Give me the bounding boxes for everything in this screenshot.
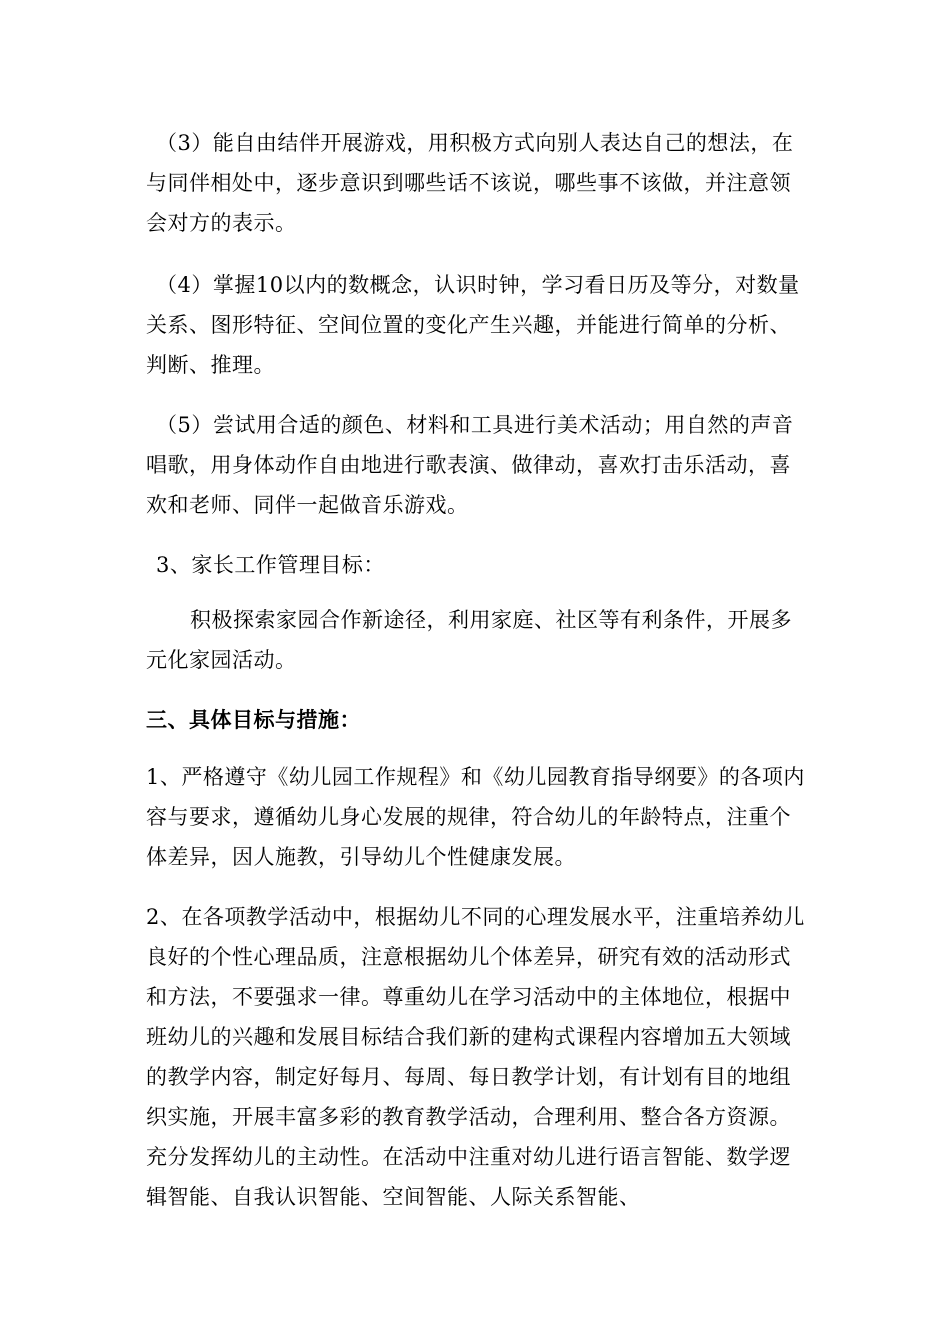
parent-goal-body: 积极探索家园合作新途径，利用家庭、社区等有利条件，开展多元化家园活动。 xyxy=(146,608,792,672)
measure-paragraph-2: 2、在各项教学活动中，根据幼儿不同的心理发展水平，注重培养幼儿良好的个性心理品质，注意根据幼儿个体差异，研究有效的活动形式和方法，不要强求一律。尊重幼儿在学习活动中的主体地位，根据中班幼儿的兴趣和发展目标结合我们新的建构式课程内容增加五大领域的教学内容，制定好每月、每周、每日教学计划，有计划有目的地组织实施，开展丰富多彩的教育教学活动，合理利用、整合各方资源。充分发挥幼儿的主动性。在活动中注重对幼儿进行语言智能、数学逻辑智能、自我认识智能、空间智能、人际关系智能、 xyxy=(146,905,805,1209)
section-three-heading: 三、具体目标与措施： xyxy=(146,707,361,732)
goal-paragraph-4: （4）掌握10以内的数概念，认识时钟，学习看日历及等分，对数量关系、图形特征、空间位置的变化产生兴趣，并能进行简单的分析、判断、推理。 xyxy=(146,273,800,377)
measure-paragraph-1: 1、严格遵守《幼儿园工作规程》和《幼儿园教育指导纲要》的各项内容与要求，遵循幼儿身心发展的规律，符合幼儿的年龄特点，注重个体差异，因人施教，引导幼儿个性健康发展。 xyxy=(146,765,805,869)
goal-paragraph-5: （5）尝试用合适的颜色、材料和工具进行美术活动；用自然的声音唱歌，用身体动作自由地进行歌表演、做律动，喜欢打击乐活动，喜欢和老师、同伴一起做音乐游戏。 xyxy=(146,413,794,517)
goal-paragraph-3: （3）能自由结伴开展游戏，用积极方式向别人表达自己的想法，在与同伴相处中，逐步意识到哪些话不该说，哪些事不该做，并注意领会对方的表示。 xyxy=(146,131,794,235)
parent-goal-title: 3、家长工作管理目标： xyxy=(156,553,385,577)
